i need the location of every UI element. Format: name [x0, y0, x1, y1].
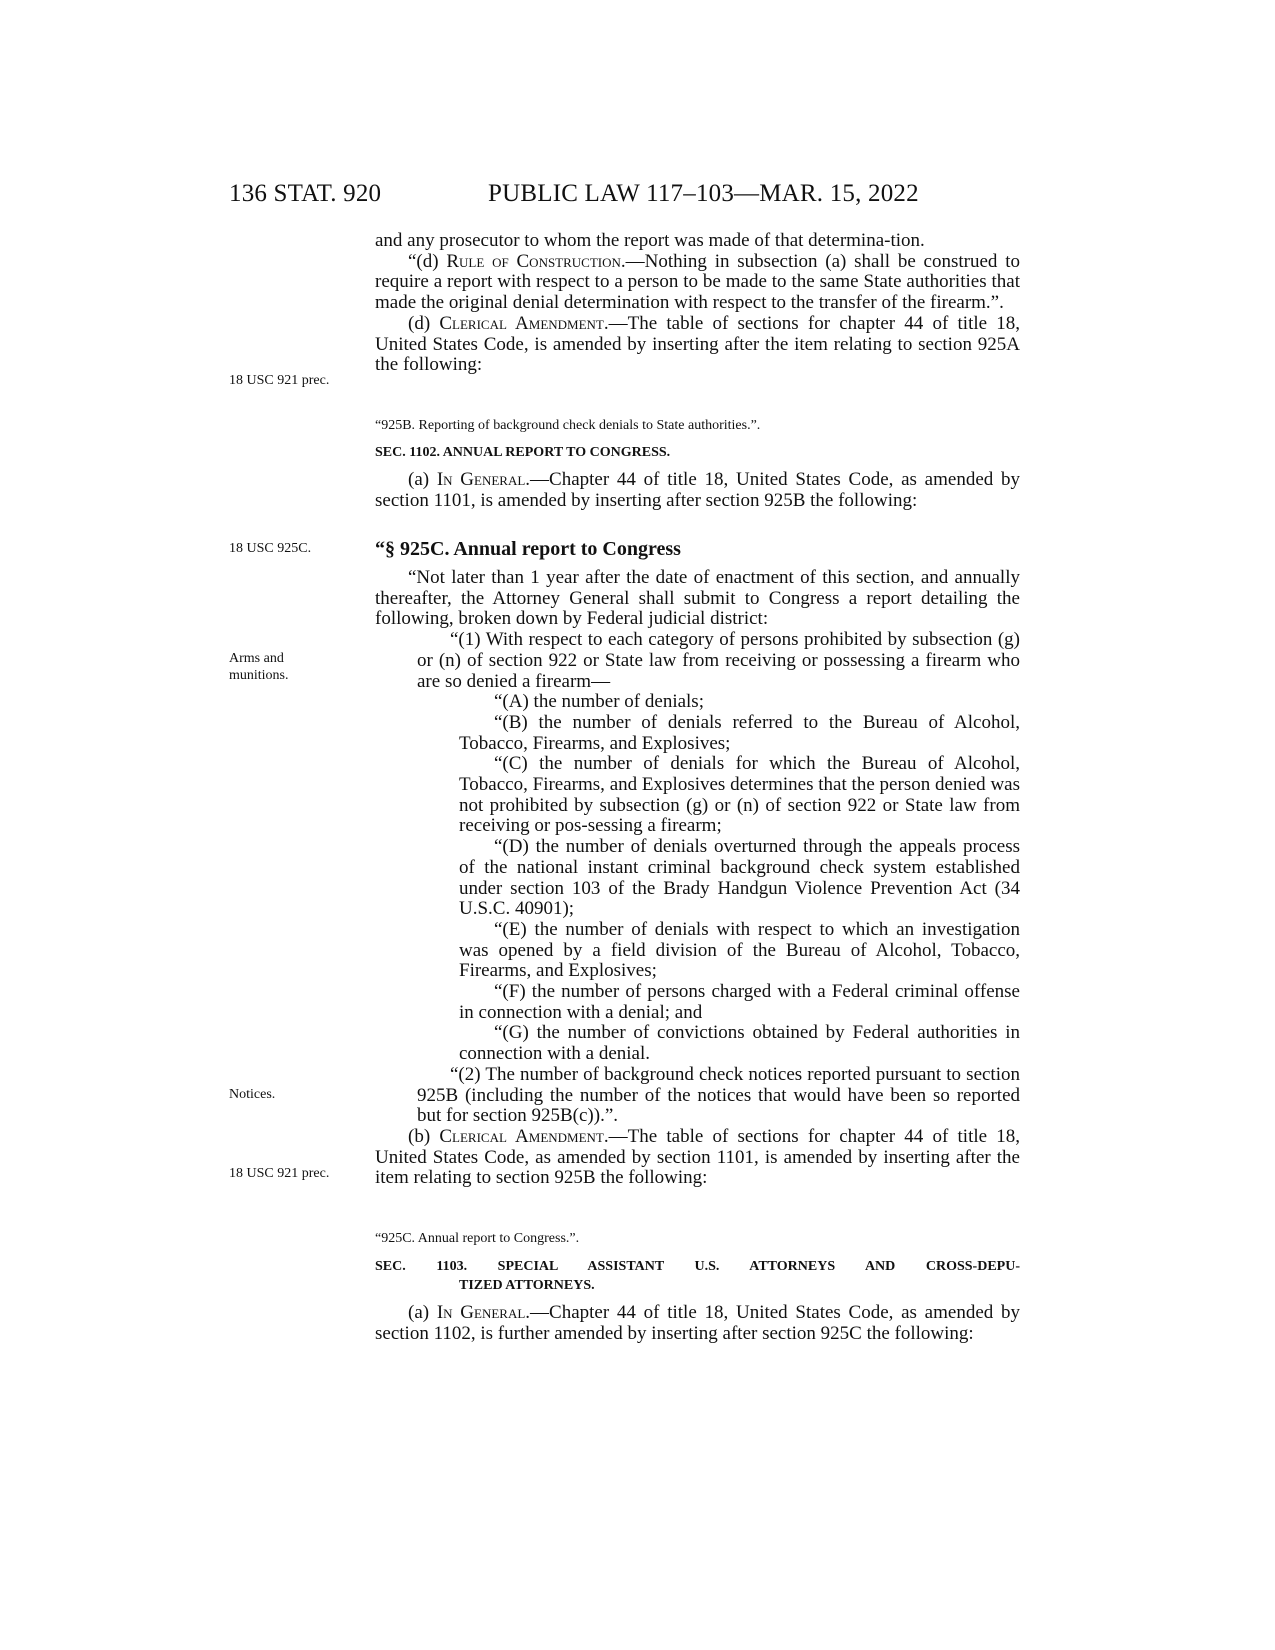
para-text: .—The table of sections for chapter 44 of title 18, United States Code, as amended by section 1101, is amended by inserting after the item relating to section 925B the following: — [375, 1125, 1020, 1189]
item-F: “(F) the number of persons charged with a Federal criminal offense in connection with a denial; and — [459, 981, 1020, 1023]
para-heading: Clerical Amendment — [439, 1125, 604, 1147]
para-text: .—The table of sections for chapter 44 of title 18, United States Code, is amended by inserting after the item relating to section 925A the following: — [375, 312, 1020, 376]
body-column — [375, 1303, 1020, 1344]
margin-note — [229, 650, 349, 684]
section-heading-line: SEC. 1103. SPECIAL ASSISTANT U.S. ATTORNEYS AND CROSS-DEPU- — [375, 1259, 1020, 1274]
section-heading-line: TIZED ATTORNEYS. — [459, 1278, 595, 1293]
paragraph-clerical-amendment — [375, 314, 1020, 376]
para-heading: In General — [436, 1302, 526, 1323]
margin-note-line: Arms and — [229, 651, 284, 666]
item-2: “(2) The number of background check notices reported pursuant to section 925B (including the number of the notices that would have been so reported but for section 925B(c)).”. — [417, 1063, 1020, 1127]
para-text: .—Chapter 44 of title 18, United States Code, as amended by section 1101, is amended by inserting after section 925B the following: — [375, 469, 1020, 511]
table-item-925b: “925B. Reporting of background check denials to State authorities.”. — [375, 418, 761, 433]
para-lead: (a) — [408, 1302, 437, 1323]
body-column — [375, 231, 1020, 376]
running-head: PUBLIC LAW 117–103—MAR. 15, 2022 — [488, 180, 919, 207]
paragraph-clerical-amendment-b — [375, 1127, 1020, 1189]
para-heading: In General — [436, 469, 526, 490]
margin-note: Notices. — [229, 1087, 276, 1102]
table-item-925c: “925C. Annual report to Congress.”. — [375, 1231, 580, 1246]
para-lead: “(d) — [408, 250, 447, 272]
section-heading-1103 — [375, 1257, 1020, 1295]
item-E: “(E) the number of denials with respect to which an investigation was opened by a field division of the Bureau of Alcohol, Tobacco, Firearms, and Explosives; — [459, 918, 1020, 982]
para-text: .—Nothing in subsection (a) shall be construed to require a report with respect to a person to be made to the same State authorities that made the original denial determination with respect to the transfer of the firearm.”. — [375, 250, 1020, 314]
margin-note-line: munitions. — [229, 668, 289, 683]
para-lead: (a) — [408, 469, 437, 490]
body-column — [375, 470, 1020, 511]
margin-note: 18 USC 921 prec. — [229, 373, 330, 388]
item-1: “(1) With respect to each category of persons prohibited by subsection (g) or (n) of section 922 or State law from receiving or possessing a firearm who are so denied a firearm— — [417, 629, 1020, 692]
paragraph-in-general-1103 — [375, 1303, 1020, 1344]
para-heading: Clerical Amendment — [439, 312, 604, 334]
item-C: “(C) the number of denials for which the Bureau of Alcohol, Tobacco, Firearms, and Explosives determines that the person denied was not prohibited by subsection (g) or (n) of section 922 or State law from receiving or pos-sessing a firearm; — [459, 753, 1020, 837]
item-A: “(A) the number of denials; — [494, 691, 704, 713]
paragraph-in-general — [375, 470, 1020, 511]
body-column — [375, 568, 1020, 1189]
paragraph-continuation: and any prosecutor to whom the report was made of that determina-tion. — [375, 230, 925, 251]
margin-note: 18 USC 925C. — [229, 541, 312, 556]
page-stat-citation: 136 STAT. 920 — [229, 180, 382, 207]
item-G: “(G) the number of convictions obtained by Federal authorities in connection with a denial. — [459, 1022, 1020, 1065]
item-D: “(D) the number of denials overturned through the appeals process of the national instant criminal background check system established under section 103 of the Brady Handgun Violence Prevention Act (34 U.S.C. 40901); — [459, 836, 1020, 920]
paragraph-925c-intro: “Not later than 1 year after the date of enactment of this section, and annually thereafter, the Attorney General shall submit to Congress a report detailing the following, broken down by Federal judicial district: — [375, 567, 1020, 630]
para-heading: Rule of Construction — [446, 250, 621, 272]
para-lead: (b) — [408, 1125, 440, 1147]
item-B: “(B) the number of denials referred to the Bureau of Alcohol, Tobacco, Firearms, and Explosives; — [459, 711, 1020, 754]
margin-note: 18 USC 921 prec. — [229, 1166, 330, 1181]
para-text: .—Chapter 44 of title 18, United States Code, as amended by section 1102, is further amended by inserting after section 925C the following: — [375, 1302, 1020, 1344]
section-heading-1102: SEC. 1102. ANNUAL REPORT TO CONGRESS. — [375, 445, 671, 460]
section-title-925c: “§ 925C. Annual report to Congress — [375, 538, 681, 560]
para-lead: (d) — [408, 312, 440, 334]
paragraph-rule-of-construction — [375, 252, 1020, 314]
